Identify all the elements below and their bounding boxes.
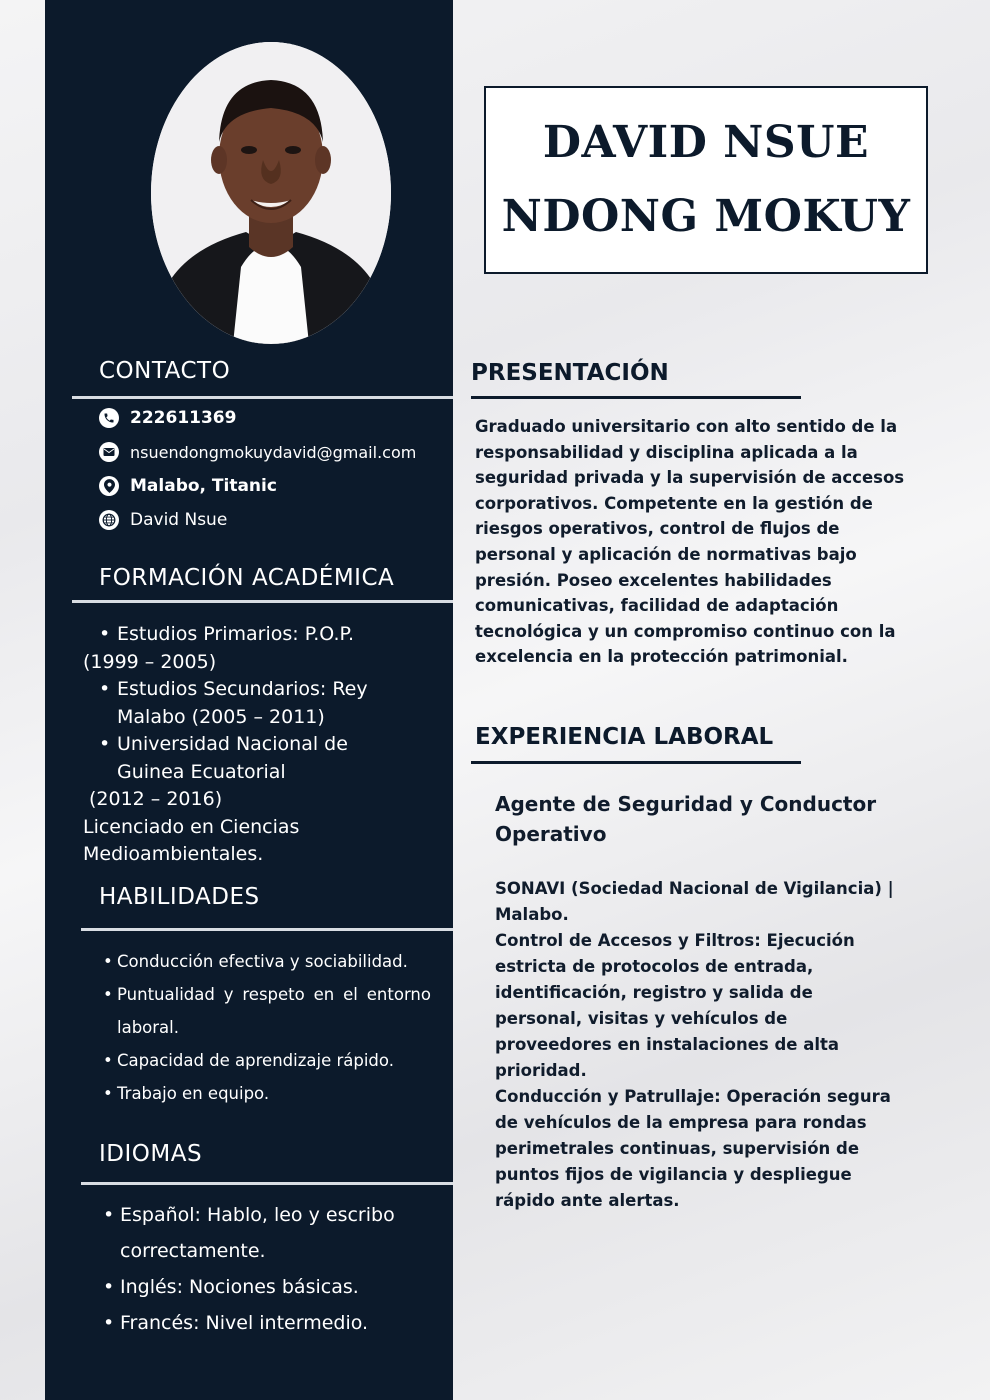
job-description (495, 876, 905, 1214)
presentation-divider (471, 396, 801, 399)
education-item: • Estudios Secundarios: Rey (83, 676, 423, 704)
education-item-cont: Guinea Ecuatorial (117, 760, 286, 783)
education-degree: Licenciado en Ciencias (83, 815, 300, 838)
skills-section-title: HABILIDADES (99, 884, 260, 910)
education-item: • Universidad Nacional de (83, 731, 423, 759)
sidebar (45, 0, 453, 1400)
phone-icon (99, 408, 119, 428)
contact-email (99, 440, 416, 464)
experience-divider (471, 761, 801, 764)
education-item-dates: (1999 – 2005) (83, 650, 217, 673)
name-line-1: DAVID NSUE (542, 117, 870, 168)
languages-list (103, 1197, 443, 1341)
location-pin-icon (99, 476, 119, 496)
web-text: David Nsue (130, 510, 228, 530)
contact-web (99, 508, 227, 532)
contact-location (99, 474, 277, 498)
languages-section-title: IDIOMAS (99, 1141, 203, 1167)
languages-divider (81, 1182, 453, 1185)
phone-number: 222611369 (130, 408, 237, 428)
education-list (83, 621, 423, 869)
job-duty: Conducción y Patrullaje: Operación segura de vehículos de la empresa para rondas perimetrales continuas, supervisión de puntos fijos de vigilancia y despliegue rápido ante alertas. (495, 1087, 891, 1210)
education-item-cont: Malabo (2005 – 2011) (117, 705, 325, 728)
education-divider (72, 600, 453, 603)
education-item: • Estudios Primarios: P.O.P. (83, 621, 423, 649)
contact-divider (72, 396, 453, 399)
language-item: • Francés: Nivel intermedio. (103, 1305, 443, 1341)
education-degree: Medioambientales. (83, 843, 264, 865)
education-item-dates: (2012 – 2016) (89, 788, 223, 810)
contact-phone (99, 406, 236, 430)
job-duty: Control de Accesos y Filtros: Ejecución estricta de protocolos de entrada, identificación, registro y salida de personal, visitas y vehículos de proveedores en instalaciones de alta prioridad. (495, 931, 855, 1080)
experience-section-title: EXPERIENCIA LABORAL (475, 724, 774, 750)
profile-photo (151, 42, 391, 344)
email-address: nsuendongmokuydavid@gmail.com (130, 442, 417, 462)
name-box (484, 86, 928, 274)
skill-item: • Puntualidad y respeto en el entorno laboral. (103, 978, 431, 1044)
skill-item: • Capacidad de aprendizaje rápido. (103, 1044, 431, 1077)
presentation-text: Graduado universitario con alto sentido de la responsabilidad y disciplina aplicada a la seguridad privada y la supervisión de accesos corporativos. Competente en la gestión de riesgos operativos, control de flujos de personal y aplicación de normativas bajo presión. Poseo excelentes habilidades comunicativas, facilidad de adaptación tecnológica y un compromiso continuo con la excelencia en la protección patrimonial. (475, 417, 905, 667)
skill-item: • Conducción efectiva y sociabilidad. (103, 945, 431, 978)
skills-divider (81, 928, 453, 931)
globe-icon (99, 510, 119, 530)
email-icon (99, 442, 119, 462)
job-company: SONAVI (Sociedad Nacional de Vigilancia) | Malabo. (495, 879, 894, 924)
language-item: • Español: Hablo, leo y escribo correctamente. (103, 1197, 443, 1269)
skill-item: • Trabajo en equipo. (103, 1077, 431, 1110)
job-title: Agente de Seguridad y Conductor Operativo (495, 792, 877, 846)
contact-section-title: CONTACTO (99, 358, 231, 384)
education-section-title: FORMACIÓN ACADÉMICA (99, 565, 395, 591)
skills-list (103, 945, 431, 1110)
location-text: Malabo, Titanic (130, 476, 277, 496)
presentation-section-title: PRESENTACIÓN (471, 360, 669, 386)
language-item: • Inglés: Nociones básicas. (103, 1269, 443, 1305)
name-line-2: NDONG MOKUY (501, 191, 911, 242)
